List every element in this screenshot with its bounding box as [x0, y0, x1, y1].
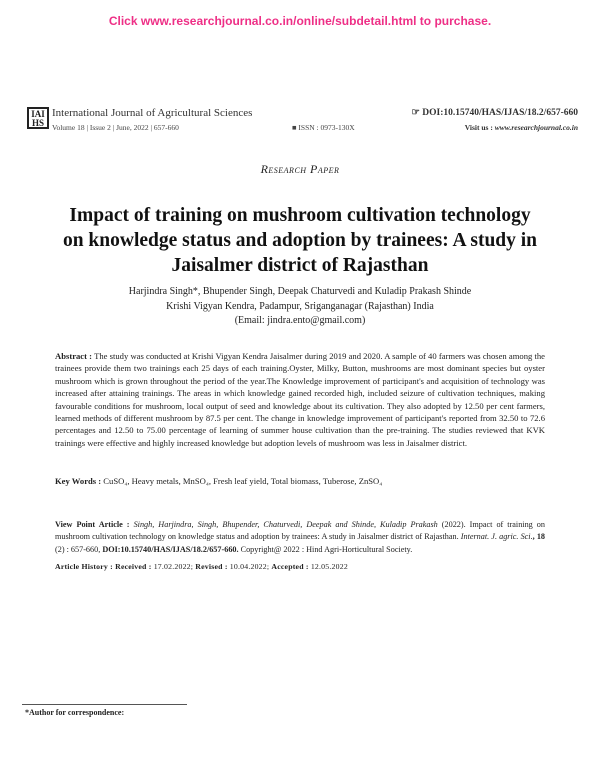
journal-issn: ■ ISSN : 0973-130X: [292, 123, 355, 132]
email: (Email: jindra.ento@gmail.com): [234, 315, 366, 326]
viewpoint-journal: Internat. J. agric. Sci.: [460, 532, 533, 542]
purchase-link[interactable]: Click www.researchjournal.co.in/online/subdetail.html to purchase.: [108, 14, 492, 28]
article-history: [55, 562, 348, 571]
journal-logo: IAI HS: [27, 107, 49, 129]
doi: ☞ DOI:10.15740/HAS/IJAS/18.2/657-660: [411, 108, 578, 118]
revised-label: Revised :: [195, 562, 230, 571]
affiliation: Krishi Vigyan Kendra, Padampur, Sriganganagar (Rajasthan) India: [166, 300, 434, 312]
viewpoint-body: (2022). Impact of training on mushroom cultivation technology on knowledge status and adoption by trainees: A study in Jaisalmer district of Rajasthan.: [55, 520, 545, 542]
footnote-divider: [22, 704, 187, 705]
accepted-date: 12.05.2022: [310, 562, 348, 571]
keywords-label: Key Words :: [55, 476, 102, 486]
view-point-article: [55, 519, 545, 556]
authors: Harjindra Singh*, Bhupender Singh, Deepak Chaturvedi and Kuladip Prakash Shinde: [128, 286, 472, 297]
abstract-text: The study was conducted at Krishi Vigyan Kendra Jaisalmer during 2019 and 2020. A sample of 40 farmers was chosen among the trainees provide them two trainings each 25 days of each training.Oyster, Milky, Button, mushrooms are most dominant species but oyster mushroom which is grown throughout the period of the year.The Knowledge improvement of participant's and acquisition of technology was increased after attaining trainings. The areas in which knowledge gained recorded high, included seizure of cultivation techniques, making favourable conditions for mushroom, local output of seed and knowledge about its cultivation. They also adopted by 12.50 per cent farmers, learned methods of different mushroom by 87.5 per cent. The change in knowledge improvement of participant's reported from 32.50 to 72.6 percentages and 12.50 to 75.00 percentage of learning of summer house cultivation than the pre-training. The studies reviewed that KVK trainings were effective and highly increased knowledge but adoption levels of mushroom was less in Jaisalmer district.: [55, 351, 545, 448]
journal-name: International Journal of Agricultural Sciences: [52, 107, 253, 119]
viewpoint-pages: (2) : 657-660,: [55, 544, 103, 554]
viewpoint-copyright: Copyright@ 2022 : Hind Agri-Horticultural Society.: [238, 544, 413, 554]
paper-title: Impact of training on mushroom cultivation technology on knowledge status and adoption by trainees: A study in Jaisalmer district of Rajasthan: [62, 205, 538, 276]
paper-type: Research Paper: [260, 162, 340, 176]
visit-us: [465, 123, 578, 132]
journal-volume: Volume 18 | Issue 2 | June, 2022 | 657-660: [52, 123, 179, 132]
author-block: [0, 285, 600, 329]
viewpoint-doi: DOI:10.15740/HAS/IJAS/18.2/657-660.: [102, 544, 239, 554]
revised-date: 10.04.2022;: [229, 562, 272, 571]
visit-label: Visit us :: [464, 123, 495, 132]
visit-url[interactable]: www.researchjournal.co.in: [494, 123, 578, 132]
viewpoint-label: View Point Article :: [55, 520, 130, 529]
viewpoint-authors: Singh, Harjindra, Singh, Bhupender, Chaturvedi, Deepak and Shinde, Kuladip Prakash: [129, 520, 438, 529]
abstract: [55, 350, 545, 449]
keywords-text: CuSO₄, Heavy metals, MnSO₄, Fresh leaf yield, Total biomass, Tuberose, ZnSO₄: [101, 476, 383, 486]
keywords: [55, 476, 382, 486]
viewpoint-volume: , 18: [532, 532, 546, 542]
footnote: *Author for correspondence:: [25, 708, 125, 717]
accepted-label: Accepted :: [271, 562, 311, 571]
abstract-label: Abstract :: [55, 351, 93, 361]
history-label: Article History :: [55, 562, 113, 571]
received-date: 17.02.2022;: [153, 562, 196, 571]
received-label: Received :: [112, 562, 154, 571]
